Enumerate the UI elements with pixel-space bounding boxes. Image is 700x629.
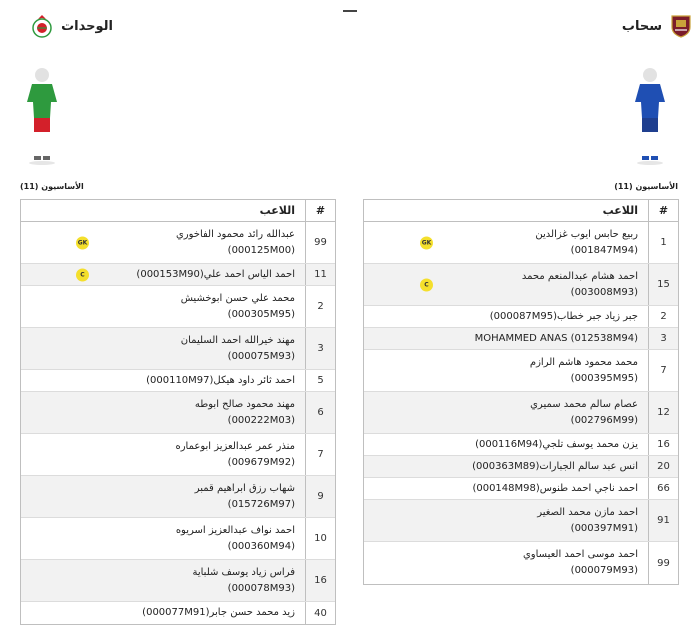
player-number: 40 xyxy=(305,602,335,624)
player-name: احمد موسى احمد العيساوي (000079M93) xyxy=(522,549,638,576)
player-cell xyxy=(364,392,648,433)
player-cell xyxy=(364,500,648,541)
player-number: 3 xyxy=(305,328,335,369)
player-name: احمد ناجي احمد طنوس(000148M98) xyxy=(472,482,638,494)
drag-handle[interactable] xyxy=(343,10,357,12)
table-row[interactable] xyxy=(364,328,678,350)
player-cell xyxy=(21,602,305,624)
player-cell xyxy=(364,542,648,584)
sahab-crest-icon xyxy=(670,14,692,38)
player-cell xyxy=(364,264,648,305)
away-roster-table xyxy=(20,199,336,625)
table-row[interactable] xyxy=(21,328,335,370)
table-row[interactable] xyxy=(364,306,678,328)
table-header xyxy=(364,200,678,222)
player-number: 10 xyxy=(305,518,335,559)
table-row[interactable] xyxy=(21,560,335,602)
player-name: انس عبد سالم الجبارات(000363M89) xyxy=(472,460,638,472)
wehdat-crest-icon xyxy=(31,14,53,38)
table-row[interactable] xyxy=(364,542,678,584)
player-name: محمد محمود هاشم الرازم (000395M95) xyxy=(529,356,638,384)
captain-badge: C xyxy=(76,268,89,281)
table-row[interactable] xyxy=(21,264,335,286)
home-team-header xyxy=(622,14,692,38)
player-number: 16 xyxy=(648,434,678,455)
player-cell xyxy=(21,264,305,285)
table-row[interactable] xyxy=(364,500,678,542)
player-name: مهند محمود صالح ابوطه (000222M03) xyxy=(194,398,295,426)
player-number: 20 xyxy=(648,456,678,477)
player-cell xyxy=(21,392,305,433)
table-row[interactable] xyxy=(364,392,678,434)
player-column-header: اللاعب xyxy=(259,204,295,217)
player-number: 12 xyxy=(648,392,678,433)
player-number: 6 xyxy=(305,392,335,433)
player-cell xyxy=(21,328,305,369)
player-name: منذر عمر عبدالعزيز ابوعماره (009679M92) xyxy=(175,440,295,468)
away-lineup-label: الأساسيون (11) xyxy=(20,182,84,191)
player-cell xyxy=(21,370,305,391)
player-name: احمد هشام عبدالمنعم محمد (003008M93) xyxy=(521,270,638,298)
table-row[interactable] xyxy=(21,518,335,560)
player-number: 99 xyxy=(648,542,678,584)
player-number: 11 xyxy=(305,264,335,285)
table-row[interactable] xyxy=(364,350,678,392)
player-name: احمد مازن محمد الصغير (000397M91) xyxy=(537,506,638,534)
table-row[interactable] xyxy=(364,478,678,500)
goalkeeper-badge: GK xyxy=(420,236,433,249)
player-cell xyxy=(364,328,648,349)
number-column-header: # xyxy=(305,200,335,221)
player-name: محمد علي حسن ابوخشيش (000305M95) xyxy=(180,292,295,320)
player-number: 1 xyxy=(648,222,678,263)
table-header xyxy=(21,200,335,222)
player-number: 7 xyxy=(305,434,335,475)
player-name: شهاب رزق ابراهيم قمبر (015726M97) xyxy=(194,482,295,510)
player-cell xyxy=(21,222,305,263)
player-name: يزن محمد يوسف تلجي(000116M94) xyxy=(475,438,638,450)
player-name: مهند خيرالله احمد السليمان (000075M93) xyxy=(180,334,295,362)
player-number: 2 xyxy=(648,306,678,327)
home-lineup-label: الأساسيون (11) xyxy=(614,182,678,191)
away-kit-icon xyxy=(24,66,60,166)
player-number: 99 xyxy=(305,222,335,263)
player-name: عصام سالم محمد سميري (002796M99) xyxy=(530,398,638,426)
player-number: 66 xyxy=(648,478,678,499)
player-cell xyxy=(21,434,305,475)
player-name: عبدالله رائد محمود الفاخوري (000125M00) xyxy=(175,228,295,256)
goalkeeper-badge: GK xyxy=(76,236,89,249)
player-name: زيد محمد حسن جابر(000077M91) xyxy=(142,607,295,618)
player-cell xyxy=(364,222,648,263)
number-column-header: # xyxy=(648,200,678,221)
player-name: احمد ثائر داود هيكل(000110M97) xyxy=(146,374,295,386)
table-row[interactable] xyxy=(21,392,335,434)
player-number: 16 xyxy=(305,560,335,601)
player-number: 7 xyxy=(648,350,678,391)
player-cell xyxy=(21,286,305,327)
player-number: 15 xyxy=(648,264,678,305)
player-cell xyxy=(21,560,305,601)
table-row[interactable] xyxy=(21,286,335,328)
table-row[interactable] xyxy=(364,222,678,264)
table-row[interactable] xyxy=(21,476,335,518)
home-roster-table xyxy=(363,199,679,585)
table-row[interactable] xyxy=(364,434,678,456)
player-number: 2 xyxy=(305,286,335,327)
player-cell xyxy=(364,456,648,477)
captain-badge: C xyxy=(420,278,433,291)
player-cell xyxy=(364,306,648,327)
player-name: احمد الياس احمد علي(000153M90) xyxy=(136,268,295,280)
table-row[interactable] xyxy=(21,222,335,264)
player-number: 5 xyxy=(305,370,335,391)
player-number: 91 xyxy=(648,500,678,541)
table-row[interactable] xyxy=(364,456,678,478)
player-column-header: اللاعب xyxy=(602,204,638,217)
player-number: 3 xyxy=(648,328,678,349)
player-cell xyxy=(21,476,305,517)
away-team-header xyxy=(31,14,113,38)
player-cell xyxy=(21,518,305,559)
table-row[interactable] xyxy=(21,602,335,624)
player-cell xyxy=(364,434,648,455)
player-number: 9 xyxy=(305,476,335,517)
player-name: ربيع حابس ايوب غزالدين (001847M94) xyxy=(535,228,638,256)
player-name: فراس زياد يوسف شلباية (000078M93) xyxy=(192,566,295,594)
player-name: جبر زياد جبر خطاب(000087M95) xyxy=(489,310,638,322)
home-team-name: سحاب xyxy=(621,18,662,34)
player-name: احمد نواف عبدالعزيز اسريوه (000360M94) xyxy=(175,524,295,552)
table-row[interactable] xyxy=(21,434,335,476)
table-row[interactable] xyxy=(21,370,335,392)
table-row[interactable] xyxy=(364,264,678,306)
player-cell xyxy=(364,350,648,391)
player-cell xyxy=(364,478,648,499)
away-team-name: الوحدات xyxy=(61,18,113,34)
player-name: MOHAMMED ANAS (012538M94) xyxy=(474,332,638,344)
home-kit-icon xyxy=(632,66,668,166)
